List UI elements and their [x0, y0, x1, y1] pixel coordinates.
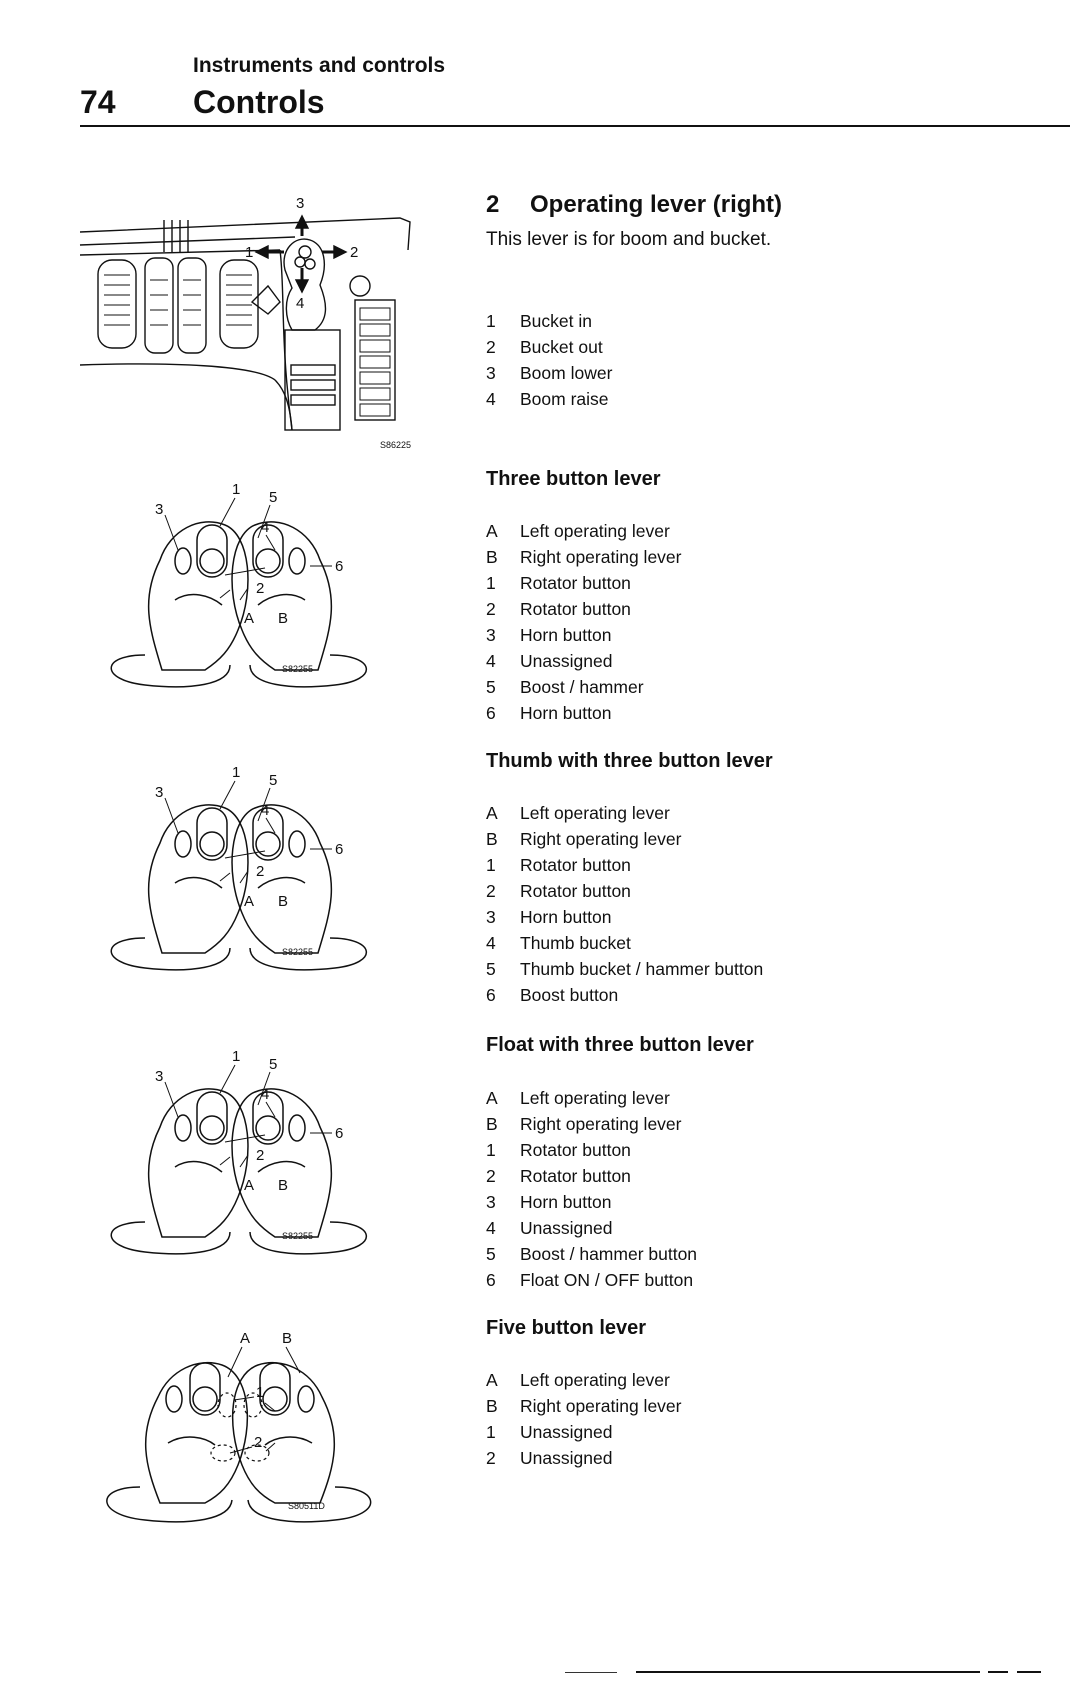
list-item: B Right operating lever [486, 547, 682, 567]
list-item: B Right operating lever [486, 1114, 682, 1134]
lever-label-5: 5 [269, 1056, 278, 1073]
list-item: 4 Boom raise [486, 389, 609, 409]
section-title-text: Operating lever (right) [530, 191, 783, 218]
operating-lever-title [486, 191, 782, 219]
thumb-figure-code: S82255 [282, 947, 314, 957]
list-item: 5 Boost / hammer [486, 677, 644, 697]
lever-label-4: 4 [261, 802, 270, 819]
float-figure-code: S82255 [282, 1231, 314, 1241]
list-item: 2 Bucket out [486, 337, 603, 357]
list-item: 2 Rotator button [486, 881, 631, 901]
section-number: 2 [486, 191, 500, 218]
lever-label-6: 6 [335, 841, 344, 858]
lever-label-2: 2 [256, 1147, 265, 1164]
lever-label-1: 1 [232, 1048, 241, 1065]
page-title: Controls [193, 84, 325, 120]
list-item: 1 Rotator button [486, 1140, 631, 1160]
list-item: 1 Bucket in [486, 311, 592, 331]
lever-label-B: B [278, 1177, 289, 1194]
cab-label-4: 4 [296, 295, 305, 312]
five-label-1: 1 [256, 1384, 265, 1401]
list-item: 2 Unassigned [486, 1448, 613, 1468]
lever-label-B: B [278, 610, 289, 627]
lever-label-A: A [244, 610, 255, 627]
lever-label-5: 5 [269, 489, 278, 506]
cab-label-1: 1 [245, 244, 254, 261]
three-button-title: Three button lever [486, 468, 661, 490]
float-three-button-illustration [70, 1047, 430, 1262]
list-item: 3 Boom lower [486, 363, 613, 383]
float-three-button-title: Float with three button lever [486, 1034, 754, 1056]
cab-label-3: 3 [296, 195, 305, 212]
list-item: B Right operating lever [486, 829, 682, 849]
lever-label-1: 1 [232, 764, 241, 781]
list-item: 1 Unassigned [486, 1422, 613, 1442]
footer-rule [565, 1672, 617, 1673]
cab-label-2: 2 [350, 244, 359, 261]
cab-controls-illustration [70, 190, 430, 460]
lever-label-B: B [278, 893, 289, 910]
lever-label-6: 6 [335, 1125, 344, 1142]
list-item: 6 Boost button [486, 985, 619, 1005]
list-item: A Left operating lever [486, 521, 670, 541]
five-button-title: Five button lever [486, 1317, 647, 1339]
list-item: 5 Boost / hammer button [486, 1244, 698, 1264]
footer-rule [1017, 1671, 1041, 1673]
list-item: 4 Unassigned [486, 1218, 613, 1238]
list-item: B Right operating lever [486, 1396, 682, 1416]
list-item: A Left operating lever [486, 1370, 670, 1390]
list-item: 1 Rotator button [486, 855, 631, 875]
list-item: 5 Thumb bucket / hammer button [486, 959, 764, 979]
list-item: 3 Horn button [486, 907, 612, 927]
lever-label-A: A [244, 1177, 255, 1194]
list-item: A Left operating lever [486, 803, 670, 823]
thumb-three-button-illustration [70, 763, 430, 978]
lever-label-3: 3 [155, 784, 164, 801]
thumb-three-button-list [486, 800, 763, 1008]
five-button-illustration [70, 1325, 430, 1525]
lever-label-4: 4 [261, 519, 270, 536]
lever-label-3: 3 [155, 501, 164, 518]
footer-rule [636, 1671, 980, 1673]
section-header: Instruments and controls [193, 54, 446, 77]
list-item: 4 Thumb bucket [486, 933, 631, 953]
float-three-button-list [486, 1085, 697, 1293]
list-item: 3 Horn button [486, 1192, 612, 1212]
cab-figure-code: S86225 [380, 440, 412, 450]
operating-lever-intro: This lever is for boom and bucket. [486, 229, 772, 250]
lever-label-3: 3 [155, 1068, 164, 1085]
five-label-A: A [240, 1330, 251, 1347]
five-figure-code: S80511D [288, 1501, 325, 1511]
lever-label-1: 1 [232, 481, 241, 498]
lever-label-2: 2 [256, 863, 265, 880]
five-label-B: B [282, 1330, 293, 1347]
five-label-2: 2 [254, 1434, 263, 1451]
list-item: 2 Rotator button [486, 599, 631, 619]
list-item: 2 Rotator button [486, 1166, 631, 1186]
list-item: 6 Horn button [486, 703, 612, 723]
operating-lever-list [486, 308, 612, 412]
five-button-list [486, 1367, 681, 1471]
lever-label-5: 5 [269, 772, 278, 789]
lever-label-2: 2 [256, 580, 265, 597]
three-button-figure-code: S82255 [282, 664, 314, 674]
list-item: A Left operating lever [486, 1088, 670, 1108]
lever-label-6: 6 [335, 558, 344, 575]
list-item: 4 Unassigned [486, 651, 613, 671]
list-item: 1 Rotator button [486, 573, 631, 593]
list-item: 3 Horn button [486, 625, 612, 645]
lever-label-A: A [244, 893, 255, 910]
footer-rule [988, 1671, 1008, 1673]
three-button-list [486, 518, 681, 726]
thumb-three-button-title: Thumb with three button lever [486, 750, 773, 772]
list-item: 6 Float ON / OFF button [486, 1270, 694, 1290]
lever-label-4: 4 [261, 1086, 270, 1103]
page-number: 74 [80, 84, 116, 120]
header-rule [80, 125, 1070, 127]
three-button-illustration [70, 480, 430, 695]
